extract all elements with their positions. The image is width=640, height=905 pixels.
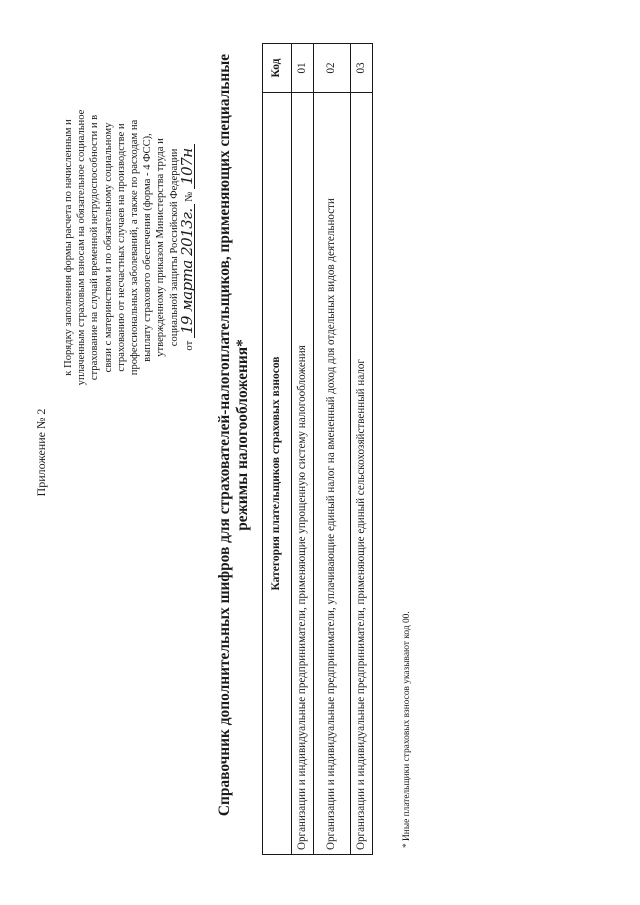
order-line: утвержденному приказом Министерства труда и (155, 138, 167, 357)
handwritten-number: 107н (181, 144, 195, 189)
table-row (314, 44, 351, 855)
footnote: * Иные плательщики страховых взносов указывают код 00. (402, 611, 412, 848)
order-line: страхованию от несчастных случаев на производстве и (115, 123, 127, 372)
order-reference (62, 50, 196, 445)
order-line: социальной защиты Российской Федерации (168, 148, 180, 347)
handwritten-date: 19 марта 2013г. (181, 204, 195, 338)
order-line: уплаченным страховым взносам на обязательное социальное (76, 109, 88, 386)
column-header-category: Категория плательщиков страховых взносов (263, 93, 292, 855)
order-line: выплату страхового обеспечения (форма - 4 ФСС), (142, 133, 154, 362)
order-line: связи с материнством и по обязательному социальному (102, 122, 114, 373)
table-header-row (263, 44, 292, 855)
category-cell: Организации и индивидуальные предприниматели, применяющие упрощенную систему налогообложения (292, 93, 314, 855)
order-line: профессиональных заболеваний, а также по расходам на (129, 119, 141, 376)
code-cell: 02 (314, 44, 351, 93)
code-cell: 01 (292, 44, 314, 93)
column-header-code: Код (263, 44, 292, 93)
date-prefix: от (183, 340, 195, 351)
number-label: № (183, 191, 195, 202)
order-line: к Порядку заполнения формы расчета по начисленным и (63, 119, 74, 376)
category-cell: Организации и индивидуальные предприниматели, применяющие единый сельскохозяйственный налог (351, 93, 373, 855)
order-line: страхование на случай временной нетрудоспособности и в (89, 114, 101, 381)
document-title: Справочник дополнительных шифров для страхователей-налогоплательщиков, применяющих специальные режимы налогообложения* (216, 53, 251, 817)
category-cell: Организации и индивидуальные предприниматели, уплачивающие единый налог на вмененный доход для отдельных видов деятельности (314, 93, 351, 855)
order-date-line (177, 50, 196, 445)
appendix-label: Приложение № 2 (34, 408, 48, 497)
table-row (292, 44, 314, 855)
codes-table (262, 43, 373, 855)
table-row (351, 44, 373, 855)
code-cell: 03 (351, 44, 373, 93)
